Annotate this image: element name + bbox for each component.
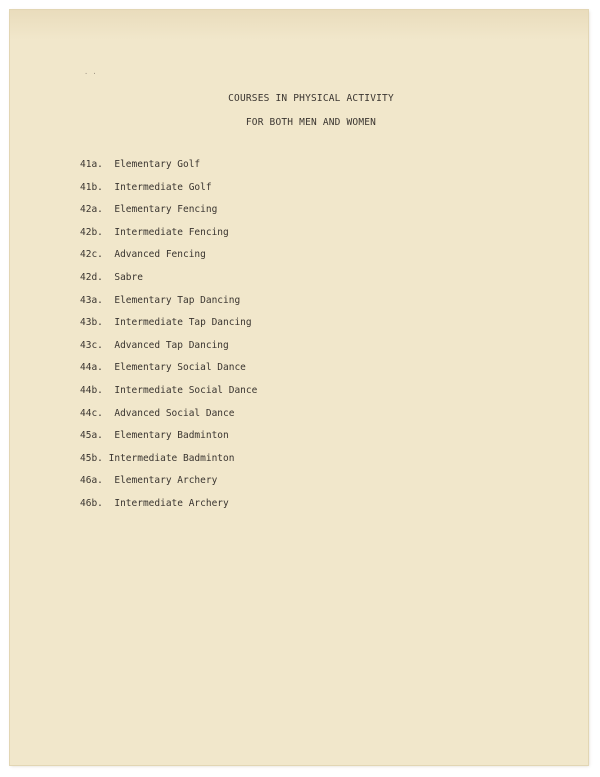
course-code: 44c. — [80, 407, 103, 419]
course-code: 43a. — [80, 294, 103, 306]
list-item — [80, 361, 257, 384]
course-name: Elementary Golf — [114, 159, 201, 170]
course-name: Elementary Social Dance — [114, 362, 246, 374]
course-code: 44b. — [80, 384, 103, 396]
course-name: Elementary Tap Dancing — [114, 294, 241, 306]
course-code: 45b. — [80, 452, 103, 464]
list-item — [80, 294, 257, 317]
list-item — [80, 429, 257, 452]
list-item — [80, 271, 257, 294]
list-item — [80, 158, 257, 181]
list-item — [80, 226, 257, 249]
course-name: Intermediate Tap Dancing — [114, 317, 252, 329]
course-code: 42a. — [80, 204, 103, 216]
list-item — [80, 452, 257, 475]
course-name: Advanced Social Dance — [114, 407, 235, 419]
course-name: Elementary Badminton — [114, 430, 229, 442]
list-item — [80, 407, 257, 430]
course-code: 42b. — [80, 226, 103, 238]
course-name: Advanced Tap Dancing — [114, 339, 229, 351]
list-item — [80, 316, 257, 339]
course-name: Sabre — [114, 271, 143, 283]
course-code: 43b. — [80, 317, 103, 329]
list-item — [80, 248, 257, 271]
course-name: Intermediate Social Dance — [114, 384, 258, 396]
course-code: 46b. — [80, 497, 103, 509]
course-code: 45a. — [80, 430, 103, 442]
course-code: 42d. — [80, 271, 103, 283]
document-title: COURSES IN PHYSICAL ACTIVITY — [228, 93, 394, 104]
course-name: Elementary Fencing — [114, 204, 218, 216]
course-name: Intermediate Archery — [114, 497, 229, 509]
list-item — [80, 181, 257, 204]
list-item — [80, 203, 257, 226]
paper-sheet — [10, 10, 588, 765]
course-code: 41a. — [80, 159, 103, 170]
course-name: Intermediate Badminton — [108, 452, 235, 464]
course-name: Advanced Fencing — [114, 249, 206, 261]
course-code: 44a. — [80, 362, 103, 374]
course-code: 43c. — [80, 339, 103, 351]
ink-speck: · · — [84, 70, 97, 78]
course-name: Intermediate Golf — [114, 181, 212, 193]
course-code: 41b. — [80, 181, 103, 193]
course-list — [80, 158, 257, 520]
document-subtitle: FOR BOTH MEN AND WOMEN — [245, 117, 377, 128]
course-code: 42c. — [80, 249, 103, 261]
list-item — [80, 474, 257, 497]
list-item — [80, 497, 257, 520]
list-item — [80, 384, 257, 407]
course-name: Elementary Archery — [114, 475, 218, 487]
course-code: 46a. — [80, 475, 103, 487]
list-item — [80, 339, 257, 362]
course-name: Intermediate Fencing — [114, 226, 229, 238]
